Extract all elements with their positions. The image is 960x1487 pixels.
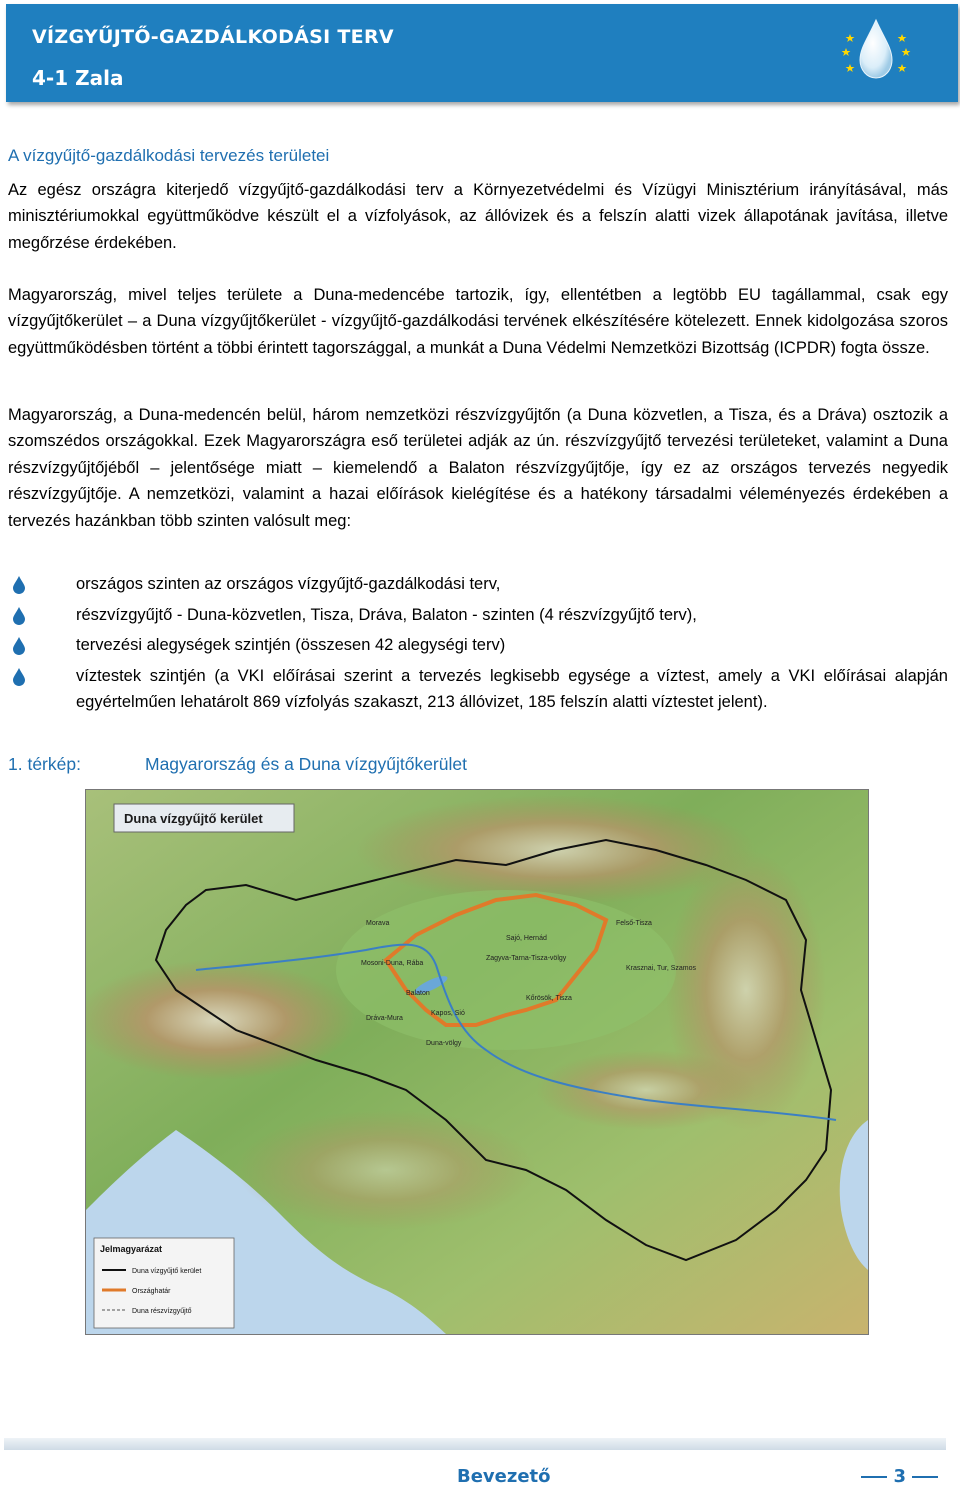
page-number: 3: [893, 1466, 906, 1487]
section-heading: A vízgyűjtő-gazdálkodási tervezés területei: [8, 146, 330, 165]
svg-text:Jelmagyarázat: Jelmagyarázat: [100, 1244, 163, 1254]
footer-page-number: [855, 1466, 944, 1487]
svg-text:Duna részvízgyűjtő: Duna részvízgyűjtő: [132, 1308, 192, 1315]
list-item-text: tervezési alegységek szintjén (összesen 42 alegységi terv): [76, 636, 506, 654]
drop-bullet-icon: [12, 668, 26, 686]
drop-bullet-icon: [12, 607, 26, 625]
danube-basin-map: [85, 789, 869, 1335]
list-item: [8, 663, 948, 716]
list-item: [8, 571, 948, 598]
svg-text:Duna vízgyűjtő kerület: Duna vízgyűjtő kerület: [132, 1268, 202, 1275]
list-item-text: országos szinten az országos vízgyűjtő-gazdálkodási terv,: [76, 575, 501, 593]
footer-section-label: Bevezető: [457, 1466, 551, 1487]
page-header: [6, 4, 958, 102]
svg-text:Kőrösök, Tisza: Kőrösök, Tisza: [526, 995, 572, 1002]
map-legend: [94, 1238, 234, 1328]
svg-text:Zagyva-Tarna-Tisza-völgy: Zagyva-Tarna-Tisza-völgy: [486, 955, 567, 962]
map-title: Duna vízgyűjtő kerület: [124, 811, 263, 826]
svg-text:Mosoni-Duna, Rába: Mosoni-Duna, Rába: [361, 960, 424, 967]
map-caption-text: Magyarország és a Duna vízgyűjtőkerület: [145, 754, 467, 774]
planning-levels-list: [8, 571, 948, 720]
svg-text:Kapos, Sió: Kapos, Sió: [431, 1010, 465, 1017]
list-item: [8, 632, 948, 659]
map-caption-label: 1. térkép:: [8, 754, 81, 774]
eu-stars-water-drop-icon: [838, 14, 914, 90]
list-item-text: víztestek szintjén (a VKI előírásai szerint a tervezés legkisebb egysége a víztest, amely a VKI előírásai alapján egyértelműen lehatárolt 869 vízfolyás szakaszt, 213 állóvizet, 185 felszín alatti víztestet jelent).: [76, 666, 948, 711]
document-title: VÍZGYŰJTŐ-GAZDÁLKODÁSI TERV: [32, 26, 394, 48]
svg-text:Krasznai, Tur, Szamos: Krasznai, Tur, Szamos: [626, 965, 697, 972]
list-item-text: részvízgyűjtő - Duna-közvetlen, Tisza, Dráva, Balaton - szinten (4 részvízgyűjtő terv),: [76, 605, 697, 624]
svg-text:Sajó, Hernád: Sajó, Hernád: [506, 935, 547, 942]
map-graphic: [86, 790, 868, 1334]
paragraph-intro: Az egész országra kiterjedő vízgyűjtő-gazdálkodási terv a Környezetvédelmi és Vízügyi Minisztérium irányításával, más minisztériumokkal együttműködve készült el a vízfolyások, az állóvizek és a felszín alatti vizek állapotának javítása, illetve megőrzése érdekében.: [8, 180, 948, 252]
drop-bullet-icon: [12, 576, 26, 594]
paragraph-subbasins: Magyarország, a Duna-medencén belül, három nemzetközi részvízgyűjtőn (a Duna közvetlen, a Tisza, és a Dráva) osztozik a szomszédos országokkal. Ezek Magyarországra eső területei adják az ún. részvízgyűjtő tervezési területeket, valamint a Duna részvízgyűjtőjéből – jelentősége miatt – kiemelendő a Balaton részvízgyűjtője, így ez az országos tervezés negyedik részvízgyűjtője. A nemzetközi, valamint a hazai előírások kielégítése és a hatékony társadalmi véleményezés érdekében a tervezés hazánkban több szinten valósult meg:: [8, 405, 948, 530]
map-caption: [8, 754, 467, 775]
svg-text:Morava: Morava: [366, 920, 390, 927]
document-subtitle: 4-1 Zala: [32, 66, 124, 90]
drop-bullet-icon: [12, 637, 26, 655]
svg-text:Balaton: Balaton: [406, 990, 430, 997]
svg-text:Dráva-Mura: Dráva-Mura: [366, 1015, 403, 1022]
svg-text:Felső-Tisza: Felső-Tisza: [616, 920, 652, 927]
paragraph-basin: Magyarország, mivel teljes területe a Duna-medencébe tartozik, így, ellentétben a legtöbb EU tagállammal, csak egy vízgyűjtőkerület – a Duna vízgyűjtőkerület - vízgyűjtő-gazdálkodási tervének elkészítésére kötelezett. Ennek kidolgozása szoros együttműködésben történt a többi érintett tagországgal, a munkát a Duna Védelmi Nemzetközi Bizottság (ICPDR) fogta össze.: [8, 285, 948, 357]
svg-text:Országhatár: Országhatár: [132, 1288, 171, 1295]
footer-divider: [4, 1438, 946, 1450]
list-item: [8, 602, 948, 629]
svg-text:Duna-völgy: Duna-völgy: [426, 1040, 462, 1047]
